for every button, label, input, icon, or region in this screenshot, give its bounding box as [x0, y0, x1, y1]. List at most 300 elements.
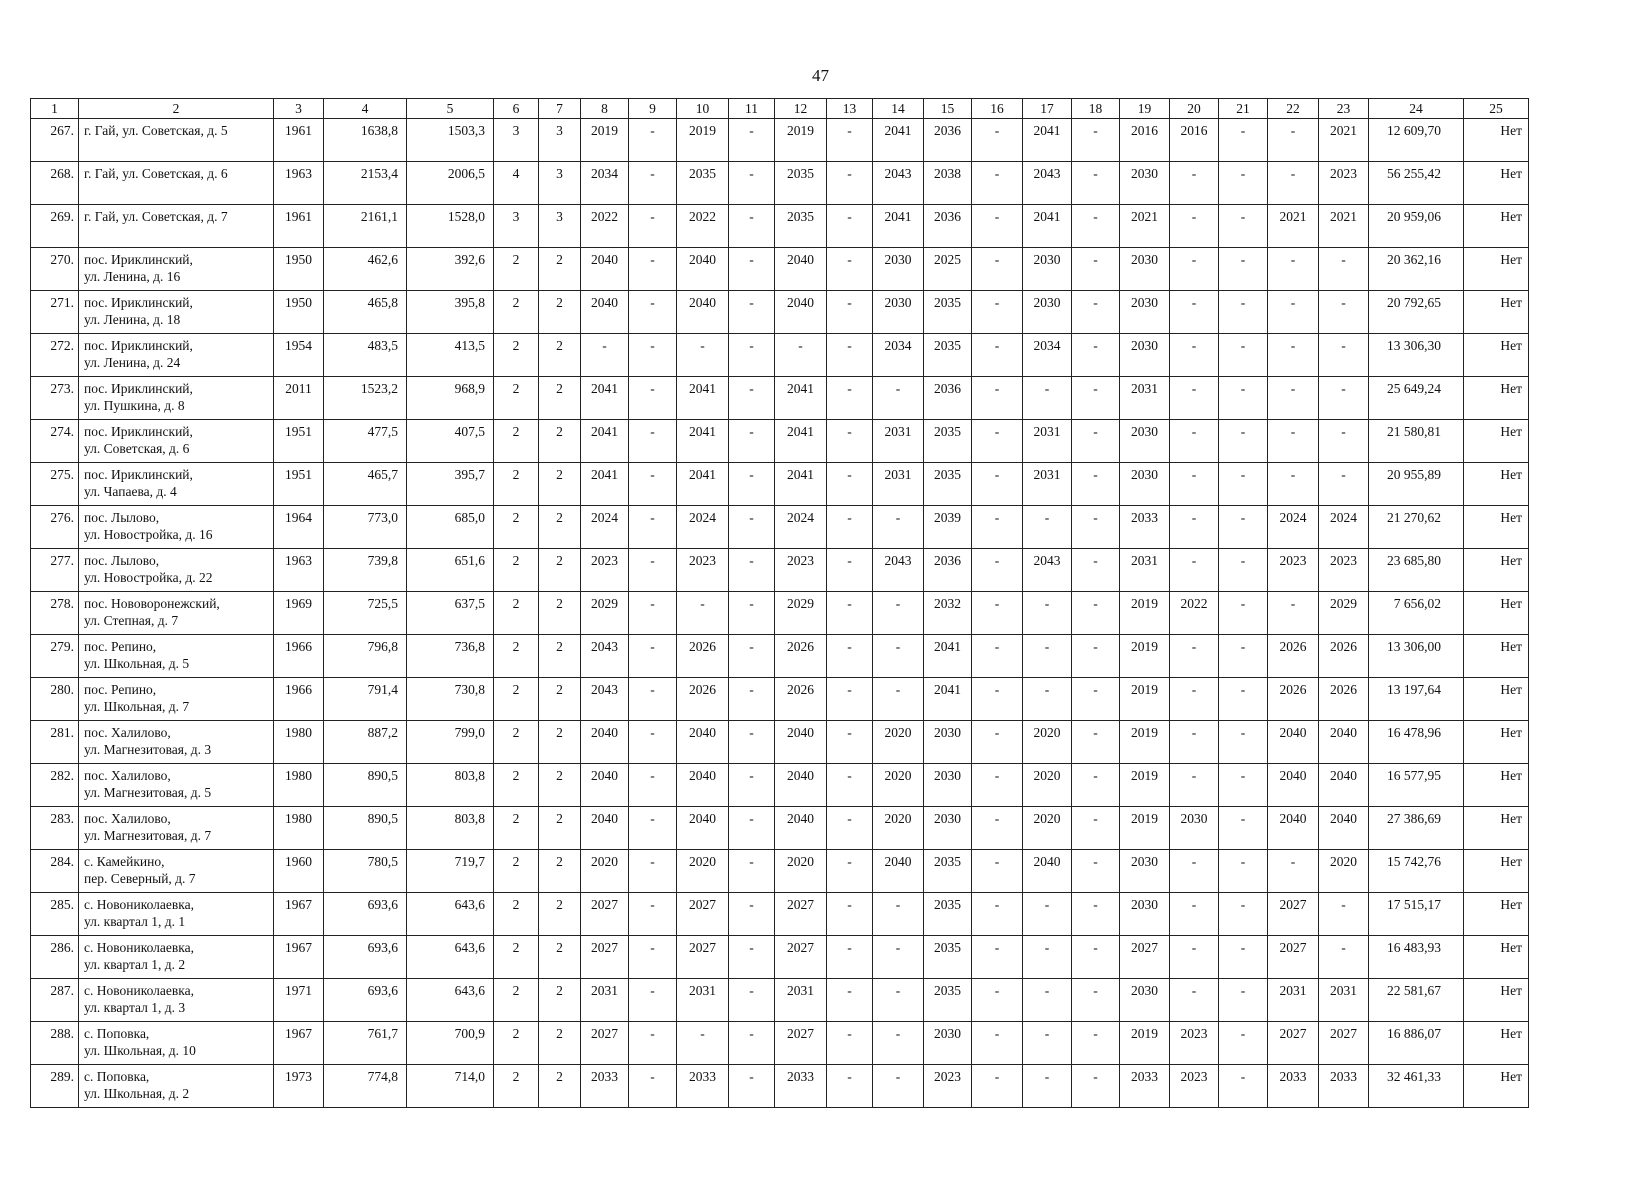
cell-col-6: 2	[494, 1022, 539, 1065]
column-number: 23	[1319, 99, 1369, 119]
address-line: ул. Школьная, д. 7	[84, 699, 190, 714]
cell-col-5: 700,9	[407, 1022, 494, 1065]
cell-col-3: 1966	[274, 678, 324, 721]
cell-col-24: 15 742,76	[1369, 850, 1464, 893]
cell-col-9: -	[629, 936, 677, 979]
cell-col-8: 2027	[581, 936, 629, 979]
cell-col-5: 1503,3	[407, 119, 494, 162]
address-cell	[79, 678, 274, 721]
cell-col-13: -	[827, 377, 873, 420]
cell-col-19: 2030	[1120, 248, 1170, 291]
cell-col-25: Нет	[1464, 1065, 1529, 1108]
cell-col-15: 2035	[924, 979, 972, 1022]
cell-col-6: 2	[494, 291, 539, 334]
cell-col-23: 2020	[1319, 850, 1369, 893]
cell-col-11: -	[729, 979, 775, 1022]
column-number-row	[31, 99, 1529, 119]
cell-col-25: Нет	[1464, 850, 1529, 893]
cell-col-18: -	[1072, 205, 1120, 248]
cell-col-12: 2040	[775, 721, 827, 764]
cell-col-5: 651,6	[407, 549, 494, 592]
cell-col-4: 725,5	[324, 592, 407, 635]
cell-col-12: 2041	[775, 420, 827, 463]
cell-col-17: 2041	[1023, 205, 1072, 248]
cell-col-15: 2030	[924, 721, 972, 764]
cell-col-14: -	[873, 936, 924, 979]
cell-col-18: -	[1072, 162, 1120, 205]
cell-col-10: -	[677, 1022, 729, 1065]
cell-col-10: 2023	[677, 549, 729, 592]
cell-col-7: 2	[539, 1065, 581, 1108]
cell-col-11: -	[729, 420, 775, 463]
cell-col-4: 791,4	[324, 678, 407, 721]
cell-col-9: -	[629, 721, 677, 764]
cell-col-25: Нет	[1464, 893, 1529, 936]
cell-col-9: -	[629, 334, 677, 377]
cell-col-15: 2030	[924, 807, 972, 850]
cell-col-5: 714,0	[407, 1065, 494, 1108]
address-cell	[79, 635, 274, 678]
cell-col-6: 2	[494, 549, 539, 592]
cell-col-14: 2020	[873, 721, 924, 764]
cell-col-12: 2040	[775, 291, 827, 334]
cell-col-25: Нет	[1464, 162, 1529, 205]
cell-col-9: -	[629, 506, 677, 549]
cell-col-9: -	[629, 162, 677, 205]
cell-col-15: 2030	[924, 764, 972, 807]
cell-col-9: -	[629, 678, 677, 721]
cell-col-25: Нет	[1464, 549, 1529, 592]
table-row	[31, 291, 1529, 334]
cell-col-8: 2043	[581, 635, 629, 678]
address-cell	[79, 377, 274, 420]
address-line: с. Поповка,	[84, 1069, 150, 1084]
cell-col-13: -	[827, 205, 873, 248]
cell-col-17: -	[1023, 506, 1072, 549]
cell-col-6: 2	[494, 248, 539, 291]
cell-col-6: 2	[494, 807, 539, 850]
cell-col-17: -	[1023, 592, 1072, 635]
row-number: 286.	[31, 936, 79, 979]
table-row	[31, 377, 1529, 420]
table-row	[31, 764, 1529, 807]
cell-col-24: 13 306,00	[1369, 635, 1464, 678]
cell-col-15: 2035	[924, 893, 972, 936]
table-row	[31, 893, 1529, 936]
cell-col-20: 2023	[1170, 1022, 1219, 1065]
cell-col-4: 773,0	[324, 506, 407, 549]
column-number: 2	[79, 99, 274, 119]
address-cell	[79, 721, 274, 764]
cell-col-4: 774,8	[324, 1065, 407, 1108]
cell-col-24: 56 255,42	[1369, 162, 1464, 205]
cell-col-14: 2043	[873, 549, 924, 592]
cell-col-6: 2	[494, 463, 539, 506]
column-number: 17	[1023, 99, 1072, 119]
cell-col-19: 2019	[1120, 678, 1170, 721]
cell-col-3: 1967	[274, 1022, 324, 1065]
column-number: 9	[629, 99, 677, 119]
column-number: 6	[494, 99, 539, 119]
cell-col-12: -	[775, 334, 827, 377]
cell-col-22: 2027	[1268, 936, 1319, 979]
row-number: 287.	[31, 979, 79, 1022]
cell-col-19: 2016	[1120, 119, 1170, 162]
cell-col-14: -	[873, 592, 924, 635]
cell-col-12: 2019	[775, 119, 827, 162]
address-line: ул. квартал 1, д. 1	[84, 914, 186, 929]
column-number: 4	[324, 99, 407, 119]
cell-col-5: 413,5	[407, 334, 494, 377]
table-row	[31, 463, 1529, 506]
cell-col-21: -	[1219, 1022, 1268, 1065]
address-line: с. Новониколаевка,	[84, 940, 194, 955]
cell-col-18: -	[1072, 807, 1120, 850]
cell-col-16: -	[972, 162, 1023, 205]
address-cell	[79, 420, 274, 463]
cell-col-12: 2020	[775, 850, 827, 893]
row-number: 272.	[31, 334, 79, 377]
cell-col-16: -	[972, 506, 1023, 549]
cell-col-10: 2027	[677, 893, 729, 936]
cell-col-22: 2031	[1268, 979, 1319, 1022]
column-number: 1	[31, 99, 79, 119]
cell-col-24: 20 955,89	[1369, 463, 1464, 506]
cell-col-5: 395,7	[407, 463, 494, 506]
cell-col-15: 2032	[924, 592, 972, 635]
address-line: с. Новониколаевка,	[84, 897, 194, 912]
cell-col-21: -	[1219, 807, 1268, 850]
cell-col-10: 2020	[677, 850, 729, 893]
cell-col-9: -	[629, 592, 677, 635]
cell-col-14: -	[873, 377, 924, 420]
cell-col-14: -	[873, 1022, 924, 1065]
row-number: 275.	[31, 463, 79, 506]
cell-col-11: -	[729, 721, 775, 764]
cell-col-4: 1638,8	[324, 119, 407, 162]
cell-col-11: -	[729, 119, 775, 162]
cell-col-12: 2040	[775, 764, 827, 807]
cell-col-3: 2011	[274, 377, 324, 420]
row-number: 269.	[31, 205, 79, 248]
column-number: 25	[1464, 99, 1529, 119]
cell-col-25: Нет	[1464, 807, 1529, 850]
cell-col-17: -	[1023, 1022, 1072, 1065]
cell-col-6: 2	[494, 893, 539, 936]
cell-col-25: Нет	[1464, 205, 1529, 248]
cell-col-3: 1980	[274, 721, 324, 764]
address-line: ул. Ленина, д. 24	[84, 355, 181, 370]
cell-col-22: -	[1268, 592, 1319, 635]
cell-col-21: -	[1219, 678, 1268, 721]
cell-col-22: 2026	[1268, 635, 1319, 678]
cell-col-17: 2020	[1023, 764, 1072, 807]
column-number: 24	[1369, 99, 1464, 119]
cell-col-22: 2026	[1268, 678, 1319, 721]
cell-col-18: -	[1072, 893, 1120, 936]
cell-col-22: 2024	[1268, 506, 1319, 549]
cell-col-7: 2	[539, 463, 581, 506]
cell-col-8: 2040	[581, 291, 629, 334]
cell-col-25: Нет	[1464, 721, 1529, 764]
cell-col-25: Нет	[1464, 1022, 1529, 1065]
address-cell	[79, 764, 274, 807]
cell-col-4: 477,5	[324, 420, 407, 463]
address-cell	[79, 549, 274, 592]
cell-col-15: 2041	[924, 635, 972, 678]
cell-col-16: -	[972, 893, 1023, 936]
cell-col-8: 2040	[581, 807, 629, 850]
table-row	[31, 936, 1529, 979]
cell-col-10: 2035	[677, 162, 729, 205]
address-line: пос. Ириклинский,	[84, 295, 193, 310]
cell-col-17: 2030	[1023, 291, 1072, 334]
address-cell	[79, 463, 274, 506]
cell-col-23: 2033	[1319, 1065, 1369, 1108]
cell-col-3: 1950	[274, 291, 324, 334]
address-line: пос. Нововоронежский,	[84, 596, 220, 611]
cell-col-24: 13 306,30	[1369, 334, 1464, 377]
cell-col-7: 2	[539, 635, 581, 678]
cell-col-15: 2036	[924, 119, 972, 162]
cell-col-9: -	[629, 463, 677, 506]
cell-col-14: -	[873, 893, 924, 936]
cell-col-12: 2041	[775, 377, 827, 420]
cell-col-19: 2021	[1120, 205, 1170, 248]
cell-col-10: 2024	[677, 506, 729, 549]
cell-col-7: 2	[539, 1022, 581, 1065]
cell-col-11: -	[729, 205, 775, 248]
address-line: ул. Новостройка, д. 16	[84, 527, 213, 542]
cell-col-15: 2023	[924, 1065, 972, 1108]
cell-col-20: -	[1170, 979, 1219, 1022]
address-line: пос. Ириклинский,	[84, 338, 193, 353]
cell-col-14: -	[873, 635, 924, 678]
cell-col-13: -	[827, 291, 873, 334]
address-line: пос. Репино,	[84, 682, 157, 697]
cell-col-12: 2026	[775, 678, 827, 721]
cell-col-21: -	[1219, 162, 1268, 205]
cell-col-13: -	[827, 549, 873, 592]
cell-col-9: -	[629, 291, 677, 334]
page-number: 47	[812, 66, 829, 85]
cell-col-4: 739,8	[324, 549, 407, 592]
cell-col-8: 2029	[581, 592, 629, 635]
cell-col-17: 2030	[1023, 248, 1072, 291]
cell-col-16: -	[972, 205, 1023, 248]
address-cell	[79, 162, 274, 205]
cell-col-25: Нет	[1464, 635, 1529, 678]
cell-col-3: 1980	[274, 764, 324, 807]
address-line: ул. Пушкина, д. 8	[84, 398, 185, 413]
address-line: ул. Советская, д. 6	[84, 441, 190, 456]
cell-col-14: -	[873, 506, 924, 549]
cell-col-19: 2030	[1120, 850, 1170, 893]
cell-col-20: -	[1170, 850, 1219, 893]
cell-col-24: 16 478,96	[1369, 721, 1464, 764]
cell-col-6: 4	[494, 162, 539, 205]
cell-col-23: 2031	[1319, 979, 1369, 1022]
cell-col-13: -	[827, 592, 873, 635]
cell-col-25: Нет	[1464, 463, 1529, 506]
cell-col-16: -	[972, 377, 1023, 420]
cell-col-24: 7 656,02	[1369, 592, 1464, 635]
cell-col-12: 2035	[775, 205, 827, 248]
cell-col-9: -	[629, 377, 677, 420]
cell-col-15: 2035	[924, 463, 972, 506]
cell-col-5: 685,0	[407, 506, 494, 549]
cell-col-3: 1973	[274, 1065, 324, 1108]
cell-col-16: -	[972, 979, 1023, 1022]
cell-col-7: 2	[539, 893, 581, 936]
cell-col-21: -	[1219, 248, 1268, 291]
cell-col-12: 2041	[775, 463, 827, 506]
cell-col-10: 2033	[677, 1065, 729, 1108]
address-line: ул. Ленина, д. 18	[84, 312, 181, 327]
row-number: 274.	[31, 420, 79, 463]
cell-col-22: -	[1268, 119, 1319, 162]
cell-col-17: -	[1023, 893, 1072, 936]
column-number: 12	[775, 99, 827, 119]
cell-col-24: 22 581,67	[1369, 979, 1464, 1022]
cell-col-19: 2019	[1120, 1022, 1170, 1065]
cell-col-6: 3	[494, 119, 539, 162]
cell-col-6: 2	[494, 850, 539, 893]
cell-col-8: 2031	[581, 979, 629, 1022]
cell-col-16: -	[972, 592, 1023, 635]
cell-col-11: -	[729, 807, 775, 850]
cell-col-3: 1966	[274, 635, 324, 678]
cell-col-3: 1961	[274, 205, 324, 248]
cell-col-23: 2027	[1319, 1022, 1369, 1065]
cell-col-21: -	[1219, 979, 1268, 1022]
row-number: 279.	[31, 635, 79, 678]
cell-col-17: 2043	[1023, 162, 1072, 205]
cell-col-21: -	[1219, 463, 1268, 506]
cell-col-11: -	[729, 678, 775, 721]
cell-col-19: 2033	[1120, 506, 1170, 549]
column-number: 14	[873, 99, 924, 119]
cell-col-22: -	[1268, 463, 1319, 506]
cell-col-5: 643,6	[407, 936, 494, 979]
cell-col-3: 1963	[274, 549, 324, 592]
cell-col-19: 2030	[1120, 979, 1170, 1022]
cell-col-9: -	[629, 893, 677, 936]
cell-col-6: 2	[494, 721, 539, 764]
cell-col-3: 1954	[274, 334, 324, 377]
cell-col-20: 2030	[1170, 807, 1219, 850]
cell-col-15: 2041	[924, 678, 972, 721]
cell-col-21: -	[1219, 334, 1268, 377]
cell-col-23: 2023	[1319, 549, 1369, 592]
cell-col-19: 2027	[1120, 936, 1170, 979]
column-number: 7	[539, 99, 581, 119]
cell-col-14: 2030	[873, 248, 924, 291]
cell-col-20: -	[1170, 420, 1219, 463]
cell-col-22: -	[1268, 162, 1319, 205]
cell-col-24: 27 386,69	[1369, 807, 1464, 850]
cell-col-10: 2041	[677, 377, 729, 420]
cell-col-11: -	[729, 291, 775, 334]
cell-col-18: -	[1072, 119, 1120, 162]
cell-col-23: 2024	[1319, 506, 1369, 549]
cell-col-7: 2	[539, 248, 581, 291]
cell-col-14: 2031	[873, 463, 924, 506]
cell-col-15: 2025	[924, 248, 972, 291]
cell-col-12: 2040	[775, 807, 827, 850]
address-cell	[79, 205, 274, 248]
cell-col-25: Нет	[1464, 506, 1529, 549]
cell-col-21: -	[1219, 549, 1268, 592]
cell-col-20: -	[1170, 721, 1219, 764]
cell-col-21: -	[1219, 420, 1268, 463]
cell-col-13: -	[827, 506, 873, 549]
cell-col-24: 32 461,33	[1369, 1065, 1464, 1108]
address-cell	[79, 850, 274, 893]
cell-col-21: -	[1219, 721, 1268, 764]
cell-col-7: 3	[539, 119, 581, 162]
cell-col-19: 2031	[1120, 549, 1170, 592]
cell-col-6: 2	[494, 506, 539, 549]
cell-col-17: -	[1023, 936, 1072, 979]
cell-col-9: -	[629, 807, 677, 850]
cell-col-23: 2040	[1319, 807, 1369, 850]
cell-col-18: -	[1072, 291, 1120, 334]
cell-col-18: -	[1072, 850, 1120, 893]
column-number: 20	[1170, 99, 1219, 119]
cell-col-17: 2043	[1023, 549, 1072, 592]
cell-col-23: 2021	[1319, 205, 1369, 248]
cell-col-13: -	[827, 420, 873, 463]
cell-col-3: 1971	[274, 979, 324, 1022]
address-line: ул. Ленина, д. 16	[84, 269, 181, 284]
cell-col-9: -	[629, 248, 677, 291]
cell-col-11: -	[729, 1022, 775, 1065]
cell-col-4: 693,6	[324, 979, 407, 1022]
cell-col-11: -	[729, 764, 775, 807]
cell-col-4: 890,5	[324, 807, 407, 850]
address-cell	[79, 1022, 274, 1065]
cell-col-24: 16 886,07	[1369, 1022, 1464, 1065]
cell-col-3: 1964	[274, 506, 324, 549]
cell-col-12: 2033	[775, 1065, 827, 1108]
column-number: 10	[677, 99, 729, 119]
row-number: 271.	[31, 291, 79, 334]
cell-col-19: 2030	[1120, 463, 1170, 506]
cell-col-10: 2040	[677, 291, 729, 334]
cell-col-14: 2020	[873, 764, 924, 807]
table-row	[31, 119, 1529, 162]
cell-col-11: -	[729, 549, 775, 592]
cell-col-8: 2027	[581, 1022, 629, 1065]
cell-col-21: -	[1219, 1065, 1268, 1108]
cell-col-12: 2026	[775, 635, 827, 678]
cell-col-23: 2029	[1319, 592, 1369, 635]
cell-col-20: -	[1170, 463, 1219, 506]
cell-col-5: 637,5	[407, 592, 494, 635]
cell-col-13: -	[827, 850, 873, 893]
cell-col-11: -	[729, 936, 775, 979]
cell-col-13: -	[827, 248, 873, 291]
cell-col-20: -	[1170, 205, 1219, 248]
cell-col-3: 1961	[274, 119, 324, 162]
address-line: ул. Школьная, д. 2	[84, 1086, 190, 1101]
cell-col-25: Нет	[1464, 248, 1529, 291]
cell-col-11: -	[729, 463, 775, 506]
cell-col-17: -	[1023, 635, 1072, 678]
cell-col-6: 2	[494, 420, 539, 463]
cell-col-15: 2036	[924, 205, 972, 248]
